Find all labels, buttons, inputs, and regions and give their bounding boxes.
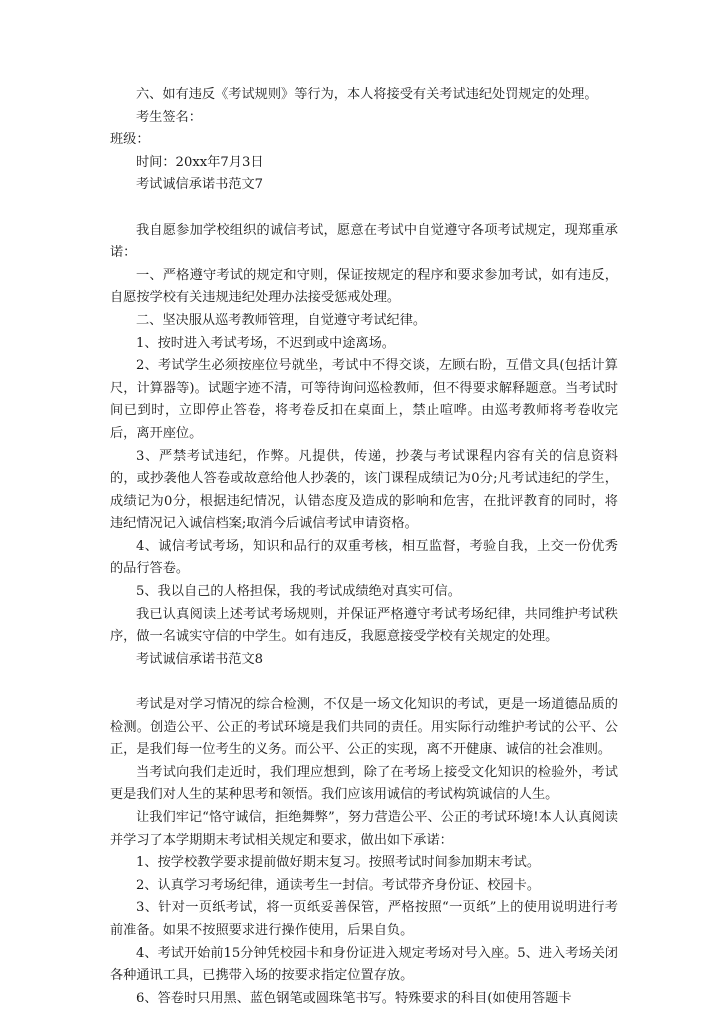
- paragraph: 我已认真阅读上述考试考场规则，并保证严格遵守考试考场纪律，共同维护考试秩序，做一名诚实守信的中学生。如有违反，我愿意接受学校有关规定的处理。: [110, 606, 618, 645]
- paragraph: 当考试向我们走近时，我们理应想到，除了在考场上接受文化知识的检验外，考试更是我们对人生的某种思考和领悟。我们应该用诚信的考试构筑诚信的人生。: [110, 764, 618, 803]
- class-line: 班级：: [110, 132, 150, 148]
- list-item: 3、严禁考试违纪，作弊。凡提供，传递，抄袭与考试课程内容有关的信息资料的，或抄袭他人答卷或故意给他人抄袭的，该门课程成绩记为0分;凡考试违纪的学生，成绩记为0分，根据违纪情况，认错态度及造成的影响和危害，在批评教育的同时，将违纪情况记入诚信档案;取消今后诚信考试申请资格。: [110, 448, 618, 532]
- list-item: 2、认真学习考场纪律，通读考生一封信。考试带齐身份证、校园卡。: [136, 877, 541, 893]
- document-body: [110, 84, 618, 1010]
- section-title-8: 考试诚信承诺书范文8: [136, 651, 264, 667]
- list-item: 1、按学校教学要求提前做好期末复习。按照考试时间参加期末考试。: [136, 855, 541, 871]
- section-title-7: 考试诚信承诺书范文7: [136, 177, 264, 193]
- paragraph: 二、坚决服从巡考教师管理，自觉遵守考试纪律。: [136, 312, 427, 328]
- list-item: 4、考试开始前15分钟凭校园卡和身份证进入规定考场对号入座。5、进入考场关闭各种通讯工具，已携带入场的按要求指定位置存放。: [110, 945, 618, 984]
- list-item: 6、答卷时只用黑、蓝色钢笔或圆珠笔书写。特殊要求的科目(如使用答题卡: [136, 990, 572, 1006]
- clause-six: 六、如有违反《考试规则》等行为，本人将接受有关考试违纪处罚规定的处理。: [136, 87, 598, 102]
- list-item: 2、考试学生必须按座位号就坐，考试中不得交谈，左顾右盼，互借文具(包括计算尺，计算器等)。试题字迹不清，可等待询问巡检教师，但不得要求解释题意。当考试时间已到时，立即停止答卷，将考卷反扣在桌面上，禁止喧哗。由巡考教师将考卷收完后，离开座位。: [110, 358, 618, 441]
- signature-line: 考生签名：: [136, 109, 202, 125]
- paragraph: 我自愿参加学校组织的诚信考试，愿意在考试中自觉遵守各项考试规定，现郑重承诺：: [110, 222, 618, 261]
- paragraph: 考试是对学习情况的综合检测，不仅是一场文化知识的考试，更是一场道德品质的检测。创造公平、公正的考试环境是我们共同的责任。用实际行动维护考试的公平、公正，是我们每一位考生的义务。而公平、公正的实现，离不开健康、诚信的社会准则。: [110, 697, 618, 758]
- paragraph: 一、严格遵守考试的规定和守则，保证按规定的程序和要求参加考试，如有违反，自愿按学校有关违规违纪处理办法接受惩戒处理。: [110, 267, 618, 306]
- list-item: 3、针对一页纸考试，将一页纸妥善保管，严格按照“一页纸”上的使用说明进行考前准备。如果不按照要求进行操作使用，后果自负。: [110, 900, 618, 938]
- paragraph: 让我们牢记“恪守诚信，拒绝舞弊”，努力营造公平、公正的考试环境!本人认真阅读并学习了本学期期末考试相关规定和要求，做出如下承诺：: [110, 810, 618, 848]
- spacer: [110, 671, 618, 694]
- list-item: 5、我以自己的人格担保，我的考试成绩绝对真实可信。: [136, 584, 461, 600]
- date-line: 时间：20xx年7月3日: [136, 154, 264, 170]
- list-item: 1、按时进入考试考场，不迟到或中途离场。: [136, 335, 395, 351]
- spacer: [110, 197, 618, 220]
- list-item: 4、诚信考试考场，知识和品行的双重考核，相互监督，考验自我，上交一份优秀的品行答卷。: [110, 538, 618, 577]
